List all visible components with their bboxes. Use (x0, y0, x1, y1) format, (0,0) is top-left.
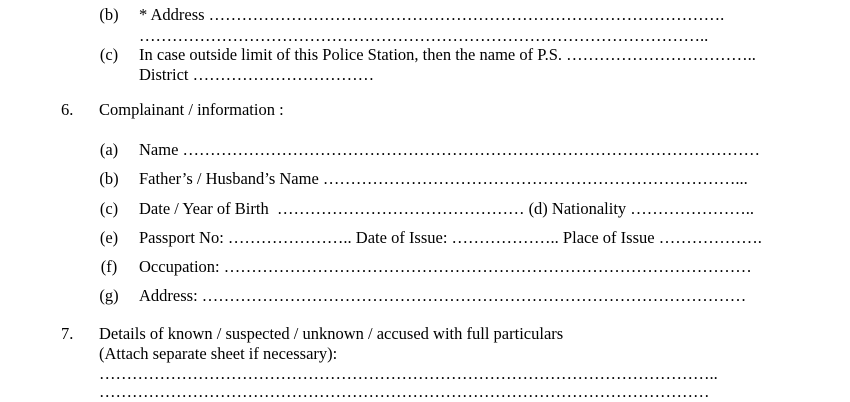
occupation-field: Occupation: …………………………………………………………………………………… (139, 257, 752, 276)
item-marker-5b: (b) (99, 5, 119, 24)
section-number-7: 7. (61, 324, 74, 343)
item-marker-6f: (f) (100, 257, 118, 276)
section-heading-complainant: Complainant / information : (99, 100, 284, 119)
item-marker-6g: (g) (99, 286, 119, 305)
accused-details-line-2: ………………………………………………………………………………………………… (99, 382, 710, 401)
complainant-address-field: Address: ……………………………………………………………………………………… (139, 286, 747, 305)
item-marker-5c: (c) (99, 45, 119, 64)
item-marker-6c: (c) (99, 199, 119, 218)
birth-nationality-field: Date / Year of Birth ……………………………………… (d) Nationality ………………….. (139, 199, 755, 218)
outside-ps-field: In case outside limit of this Police Station, then the name of P.S. …………………………….. (139, 45, 756, 64)
item-marker-6a: (a) (99, 140, 119, 159)
item-marker-6b: (b) (99, 169, 119, 188)
passport-field: Passport No: ………………….. Date of Issue: ……………….. Place of Issue ………………. (139, 228, 762, 247)
section-number-6: 6. (61, 100, 74, 119)
father-husband-name-field: Father’s / Husband’s Name …………………………………………………………………... (139, 169, 748, 188)
item-marker-6e: (e) (99, 228, 119, 247)
address-field-5b: * Address …………………………………………………………………………………. (139, 5, 725, 24)
section-heading-accused: Details of known / suspected / unknown / accused with full particulars (99, 324, 564, 343)
district-field: District …………………………… (139, 65, 375, 84)
accused-details-line-1: ………………………………………………………………………………………………….. (99, 364, 718, 383)
name-field: Name …………………………………………………………………………………………… (139, 140, 761, 159)
address-continuation-5b: ………………………………………………………………………………………….. (139, 26, 709, 45)
attach-sheet-note: (Attach separate sheet if necessary): (99, 344, 338, 363)
